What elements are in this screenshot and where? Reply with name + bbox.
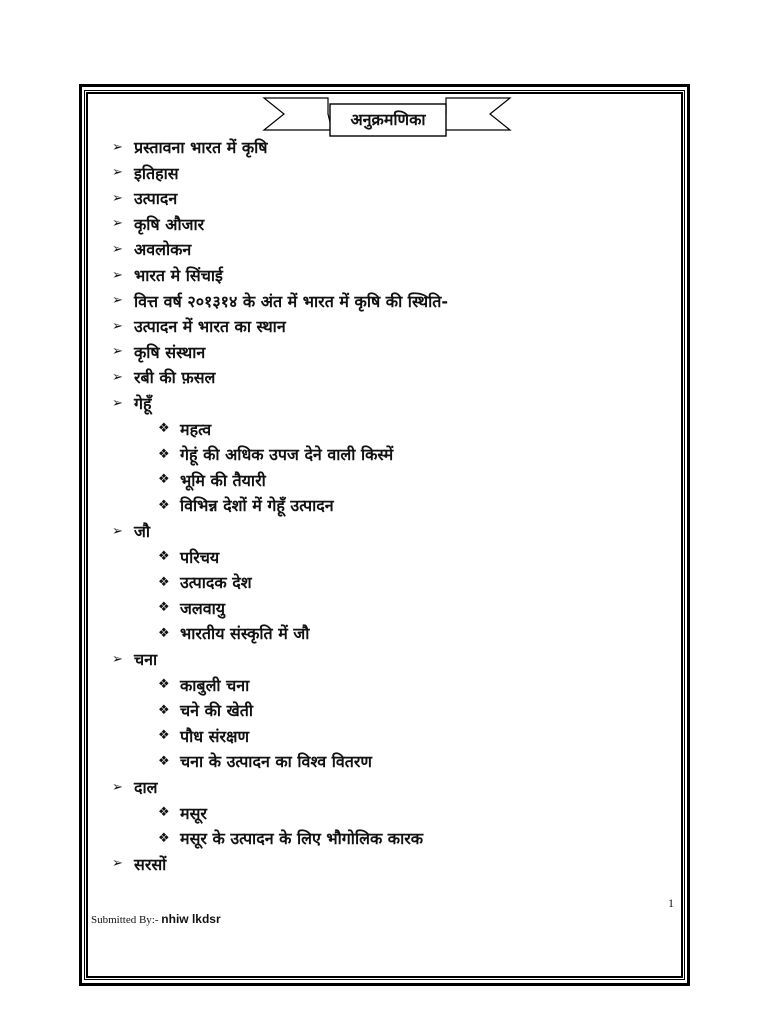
toc-item [112, 339, 205, 365]
toc-item-label: भारत मे सिंचाई [134, 266, 223, 285]
toc-subitem [158, 697, 253, 723]
diamond-bullet-icon: ❖ [158, 830, 170, 846]
toc-item-label: प्रस्तावना भारत में कृषि [134, 138, 268, 157]
arrow-bullet-icon: ➢ [112, 139, 123, 155]
toc-subitem [158, 672, 249, 698]
page-number: 1 [668, 896, 674, 910]
arrow-bullet-icon: ➢ [112, 165, 123, 181]
toc-item [112, 646, 157, 672]
diamond-bullet-icon: ❖ [158, 421, 170, 437]
toc-subitem [158, 441, 393, 467]
toc-item [112, 364, 215, 390]
arrow-bullet-icon: ➢ [112, 344, 123, 360]
toc-item [112, 288, 448, 314]
toc-item-label: अवलोकन [134, 240, 192, 260]
toc-item-label: उत्पादक देश [180, 573, 252, 593]
toc-item-label: इतिहास [134, 163, 179, 183]
toc-item-label: महत्व [180, 419, 212, 439]
toc-item-label: उत्पादन [134, 189, 178, 209]
toc-subitem [158, 723, 249, 749]
arrow-bullet-icon: ➢ [112, 651, 123, 667]
toc-item-label: रबी की फ़सल [134, 368, 216, 388]
diamond-bullet-icon: ❖ [158, 702, 170, 718]
arrow-bullet-icon: ➢ [112, 779, 123, 795]
toc-item [112, 236, 191, 262]
toc-item-label: काबुली चना [180, 675, 250, 695]
toc-item-label: परिचय [180, 547, 220, 567]
toc-item [112, 262, 223, 288]
toc-subitem [158, 544, 219, 570]
toc-item-label: मसूर के उत्पादन के लिए भौगोलिक कारक [180, 829, 424, 849]
toc-item-label: उत्पादन में भारत का स्थान [134, 317, 286, 337]
toc-subitem [158, 467, 266, 493]
arrow-bullet-icon: ➢ [112, 395, 123, 411]
toc-item-label: गेहूं की अधिक उपज देने वाली किस्में [180, 445, 394, 465]
toc-item-label: चने की खेती [180, 701, 253, 721]
toc-item-label: गेहूँ [134, 394, 152, 413]
toc-item [112, 134, 268, 160]
toc-item [112, 390, 152, 416]
toc-item-label: कृषि संस्थान [134, 342, 206, 362]
diamond-bullet-icon: ❖ [158, 446, 170, 462]
diamond-bullet-icon: ❖ [158, 574, 170, 590]
diamond-bullet-icon: ❖ [158, 728, 170, 744]
arrow-bullet-icon: ➢ [112, 216, 123, 232]
submitted-label: Submitted By:- [91, 914, 162, 926]
toc-item-label: कृषि औजार [134, 214, 205, 234]
toc-subitem [158, 825, 423, 851]
toc-item-label: जलवायु [180, 598, 226, 618]
diamond-bullet-icon: ❖ [158, 753, 170, 769]
arrow-bullet-icon: ➢ [112, 241, 123, 257]
toc-item-label: भूमि की तैयारी [180, 470, 266, 490]
diamond-bullet-icon: ❖ [158, 472, 170, 488]
toc-item [112, 518, 150, 544]
arrow-bullet-icon: ➢ [112, 293, 123, 309]
submitted-name: nhiw lkdsr [161, 912, 221, 926]
toc-item-label: चना [134, 650, 158, 669]
arrow-bullet-icon: ➢ [112, 190, 123, 206]
diamond-bullet-icon: ❖ [158, 805, 170, 821]
toc-subitem [158, 800, 207, 826]
diamond-bullet-icon: ❖ [158, 549, 170, 565]
arrow-bullet-icon: ➢ [112, 369, 123, 385]
diamond-bullet-icon: ❖ [158, 625, 170, 641]
diamond-bullet-icon: ❖ [158, 497, 170, 513]
toc-subitem [158, 492, 334, 518]
arrow-bullet-icon: ➢ [112, 318, 123, 334]
toc-item [112, 774, 158, 800]
diamond-bullet-icon: ❖ [158, 600, 170, 616]
toc-item-label: सरसों [134, 854, 167, 874]
toc-subitem [158, 416, 211, 442]
arrow-bullet-icon: ➢ [112, 523, 123, 539]
toc-item [112, 851, 166, 877]
toc-item [112, 160, 179, 186]
toc-subitem [158, 569, 252, 595]
toc-subitem [158, 620, 309, 646]
toc-item [112, 211, 204, 237]
arrow-bullet-icon: ➢ [112, 856, 123, 872]
toc-subitem [158, 748, 372, 774]
toc-item-label: वित्त वर्ष २०१३१४ के अंत में भारत में कृषि की स्थिति- [134, 291, 448, 311]
toc-item-label: भारतीय संस्कृति में जौ [180, 624, 310, 644]
toc-item-label: दाल [134, 778, 158, 797]
toc-title: अनुक्रमणिका [350, 110, 426, 129]
toc-item-label: जौ [134, 522, 151, 541]
submitted-by [91, 912, 221, 926]
toc-item-label: चना के उत्पादन का विश्व वितरण [180, 752, 372, 772]
toc-item-label: पौध संरक्षण [180, 726, 250, 746]
arrow-bullet-icon: ➢ [112, 267, 123, 283]
toc-item-label: विभिन्न देशों में गेहूँ उत्पादन [180, 496, 334, 516]
toc-item-label: मसूर [180, 803, 207, 823]
toc-subitem [158, 595, 225, 621]
toc-item [112, 313, 286, 339]
diamond-bullet-icon: ❖ [158, 677, 170, 693]
toc-item [112, 185, 177, 211]
